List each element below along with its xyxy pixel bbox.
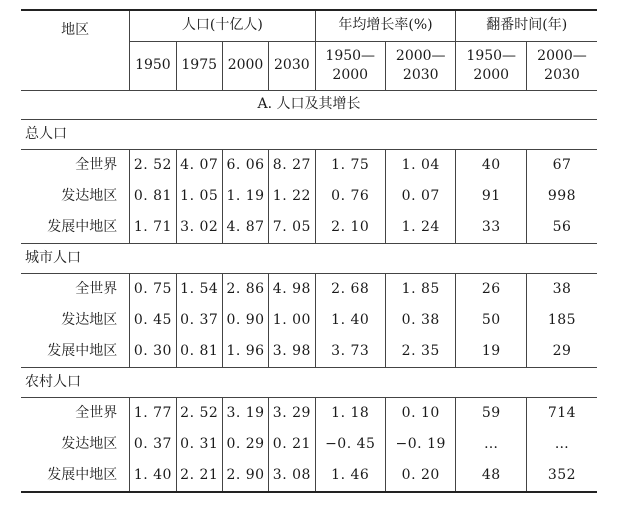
- value-cell: 1. 00: [269, 305, 315, 336]
- region-name-cell: 发达地区: [61, 187, 118, 204]
- header-row-1: [21, 10, 597, 42]
- region-name-cell: 发展中地区: [47, 218, 118, 235]
- value-cell: 48: [456, 460, 526, 492]
- value-cell: 1. 54: [176, 274, 222, 306]
- value-cell: 1. 96: [222, 336, 268, 368]
- doubling-time-group-header: 翻番时间(年): [456, 10, 597, 42]
- period-header: [526, 42, 597, 91]
- value-cell: 0. 20: [385, 460, 456, 492]
- group-title: 农村人口: [21, 368, 597, 398]
- group-row: [21, 368, 597, 398]
- table-row: [21, 150, 597, 182]
- value-cell: 0. 37: [130, 429, 176, 460]
- value-cell: 3. 08: [269, 460, 315, 492]
- value-cell: 0. 30: [130, 336, 176, 368]
- table-body: [21, 91, 597, 493]
- value-cell: 3. 02: [176, 212, 222, 244]
- group-row: [21, 244, 597, 274]
- value-cell: 7. 05: [269, 212, 315, 244]
- value-cell: 3. 19: [222, 398, 268, 430]
- value-cell: 352: [526, 460, 597, 492]
- value-cell: 0. 76: [315, 181, 385, 212]
- year-header: 2030: [269, 42, 315, 91]
- section-row: [21, 91, 597, 120]
- value-cell: 4. 07: [176, 150, 222, 182]
- group-title: 城市人口: [21, 244, 597, 274]
- table-row: [21, 398, 597, 430]
- table-row: [21, 336, 597, 368]
- growth-rate-group-header: 年均增长率(%): [315, 10, 456, 42]
- value-cell: 50: [456, 305, 526, 336]
- value-cell: 91: [456, 181, 526, 212]
- value-cell: 2. 52: [130, 150, 176, 182]
- value-cell: 38: [526, 274, 597, 306]
- value-cell: 0. 21: [269, 429, 315, 460]
- region-name-cell: 发达地区: [61, 435, 118, 452]
- value-cell: 26: [456, 274, 526, 306]
- value-cell: 998: [526, 181, 597, 212]
- value-cell: 2. 10: [315, 212, 385, 244]
- value-cell: 1. 40: [130, 460, 176, 492]
- value-cell: 0. 75: [130, 274, 176, 306]
- value-cell: 2. 52: [176, 398, 222, 430]
- value-cell: 2. 21: [176, 460, 222, 492]
- value-cell: 2. 35: [385, 336, 456, 368]
- period-header: [456, 42, 526, 91]
- region-name-cell: 全世界: [21, 398, 130, 430]
- value-cell: 0. 29: [222, 429, 268, 460]
- value-cell: 1. 24: [385, 212, 456, 244]
- value-cell: 0. 90: [222, 305, 268, 336]
- region-column-header: 地区: [21, 10, 130, 91]
- value-cell: −0. 45: [315, 429, 385, 460]
- value-cell: 0. 81: [130, 181, 176, 212]
- group-row: [21, 120, 597, 150]
- value-cell: 59: [456, 398, 526, 430]
- value-cell: 67: [526, 150, 597, 182]
- period-header: [385, 42, 456, 91]
- period-label: 2000— 2030: [537, 48, 587, 83]
- value-cell: 2. 68: [315, 274, 385, 306]
- value-cell: 2. 86: [222, 274, 268, 306]
- section-title: A. 人口及其增长: [21, 91, 597, 120]
- table-row: [21, 274, 597, 306]
- year-header: 1950: [130, 42, 176, 91]
- year-header: 1975: [176, 42, 222, 91]
- value-cell: 0. 37: [176, 305, 222, 336]
- table-row: [21, 181, 597, 212]
- value-cell: 1. 18: [315, 398, 385, 430]
- value-cell: 6. 06: [222, 150, 268, 182]
- table-row: [21, 305, 597, 336]
- value-cell: 1. 85: [385, 274, 456, 306]
- value-cell: 2. 90: [222, 460, 268, 492]
- table-row: [21, 429, 597, 460]
- value-cell: 1. 04: [385, 150, 456, 182]
- population-table: [21, 9, 597, 493]
- table-row: [21, 212, 597, 244]
- value-cell: 3. 73: [315, 336, 385, 368]
- table-row: [21, 460, 597, 492]
- value-cell: 4. 87: [222, 212, 268, 244]
- value-cell: 714: [526, 398, 597, 430]
- value-cell: 3. 29: [269, 398, 315, 430]
- value-cell: 0. 10: [385, 398, 456, 430]
- value-cell: 40: [456, 150, 526, 182]
- value-cell: 8. 27: [269, 150, 315, 182]
- population-group-header: 人口(十亿人): [130, 10, 315, 42]
- value-cell: 33: [456, 212, 526, 244]
- value-cell: 0. 45: [130, 305, 176, 336]
- value-cell: 56: [526, 212, 597, 244]
- value-cell: 0. 31: [176, 429, 222, 460]
- value-cell: 0. 81: [176, 336, 222, 368]
- region-name-cell: 发展中地区: [47, 342, 118, 359]
- value-cell: 1. 22: [269, 181, 315, 212]
- period-label: 2000— 2030: [395, 48, 446, 83]
- value-cell: 185: [526, 305, 597, 336]
- year-header: 2000: [222, 42, 268, 91]
- value-cell: 1. 77: [130, 398, 176, 430]
- value-cell: 1. 40: [315, 305, 385, 336]
- value-cell: 0. 38: [385, 305, 456, 336]
- region-name-cell: 发展中地区: [21, 460, 130, 492]
- value-cell: 19: [456, 336, 526, 368]
- value-cell: 1. 75: [315, 150, 385, 182]
- value-cell: −0. 19: [385, 429, 456, 460]
- period-label: 1950— 2000: [325, 48, 376, 83]
- value-cell: 1. 46: [315, 460, 385, 492]
- value-cell: 1. 05: [176, 181, 222, 212]
- region-name-cell: 全世界: [21, 274, 130, 306]
- value-cell: 1. 19: [222, 181, 268, 212]
- region-name-cell: 全世界: [21, 150, 130, 182]
- value-cell: …: [456, 429, 526, 460]
- value-cell: 29: [526, 336, 597, 368]
- value-cell: …: [526, 429, 597, 460]
- value-cell: 3. 98: [269, 336, 315, 368]
- region-name-cell: 发达地区: [61, 311, 118, 328]
- value-cell: 0. 07: [385, 181, 456, 212]
- group-title: 总人口: [21, 120, 597, 150]
- period-label: 1950— 2000: [466, 48, 517, 83]
- value-cell: 1. 71: [130, 212, 176, 244]
- value-cell: 4. 98: [269, 274, 315, 306]
- period-header: [315, 42, 385, 91]
